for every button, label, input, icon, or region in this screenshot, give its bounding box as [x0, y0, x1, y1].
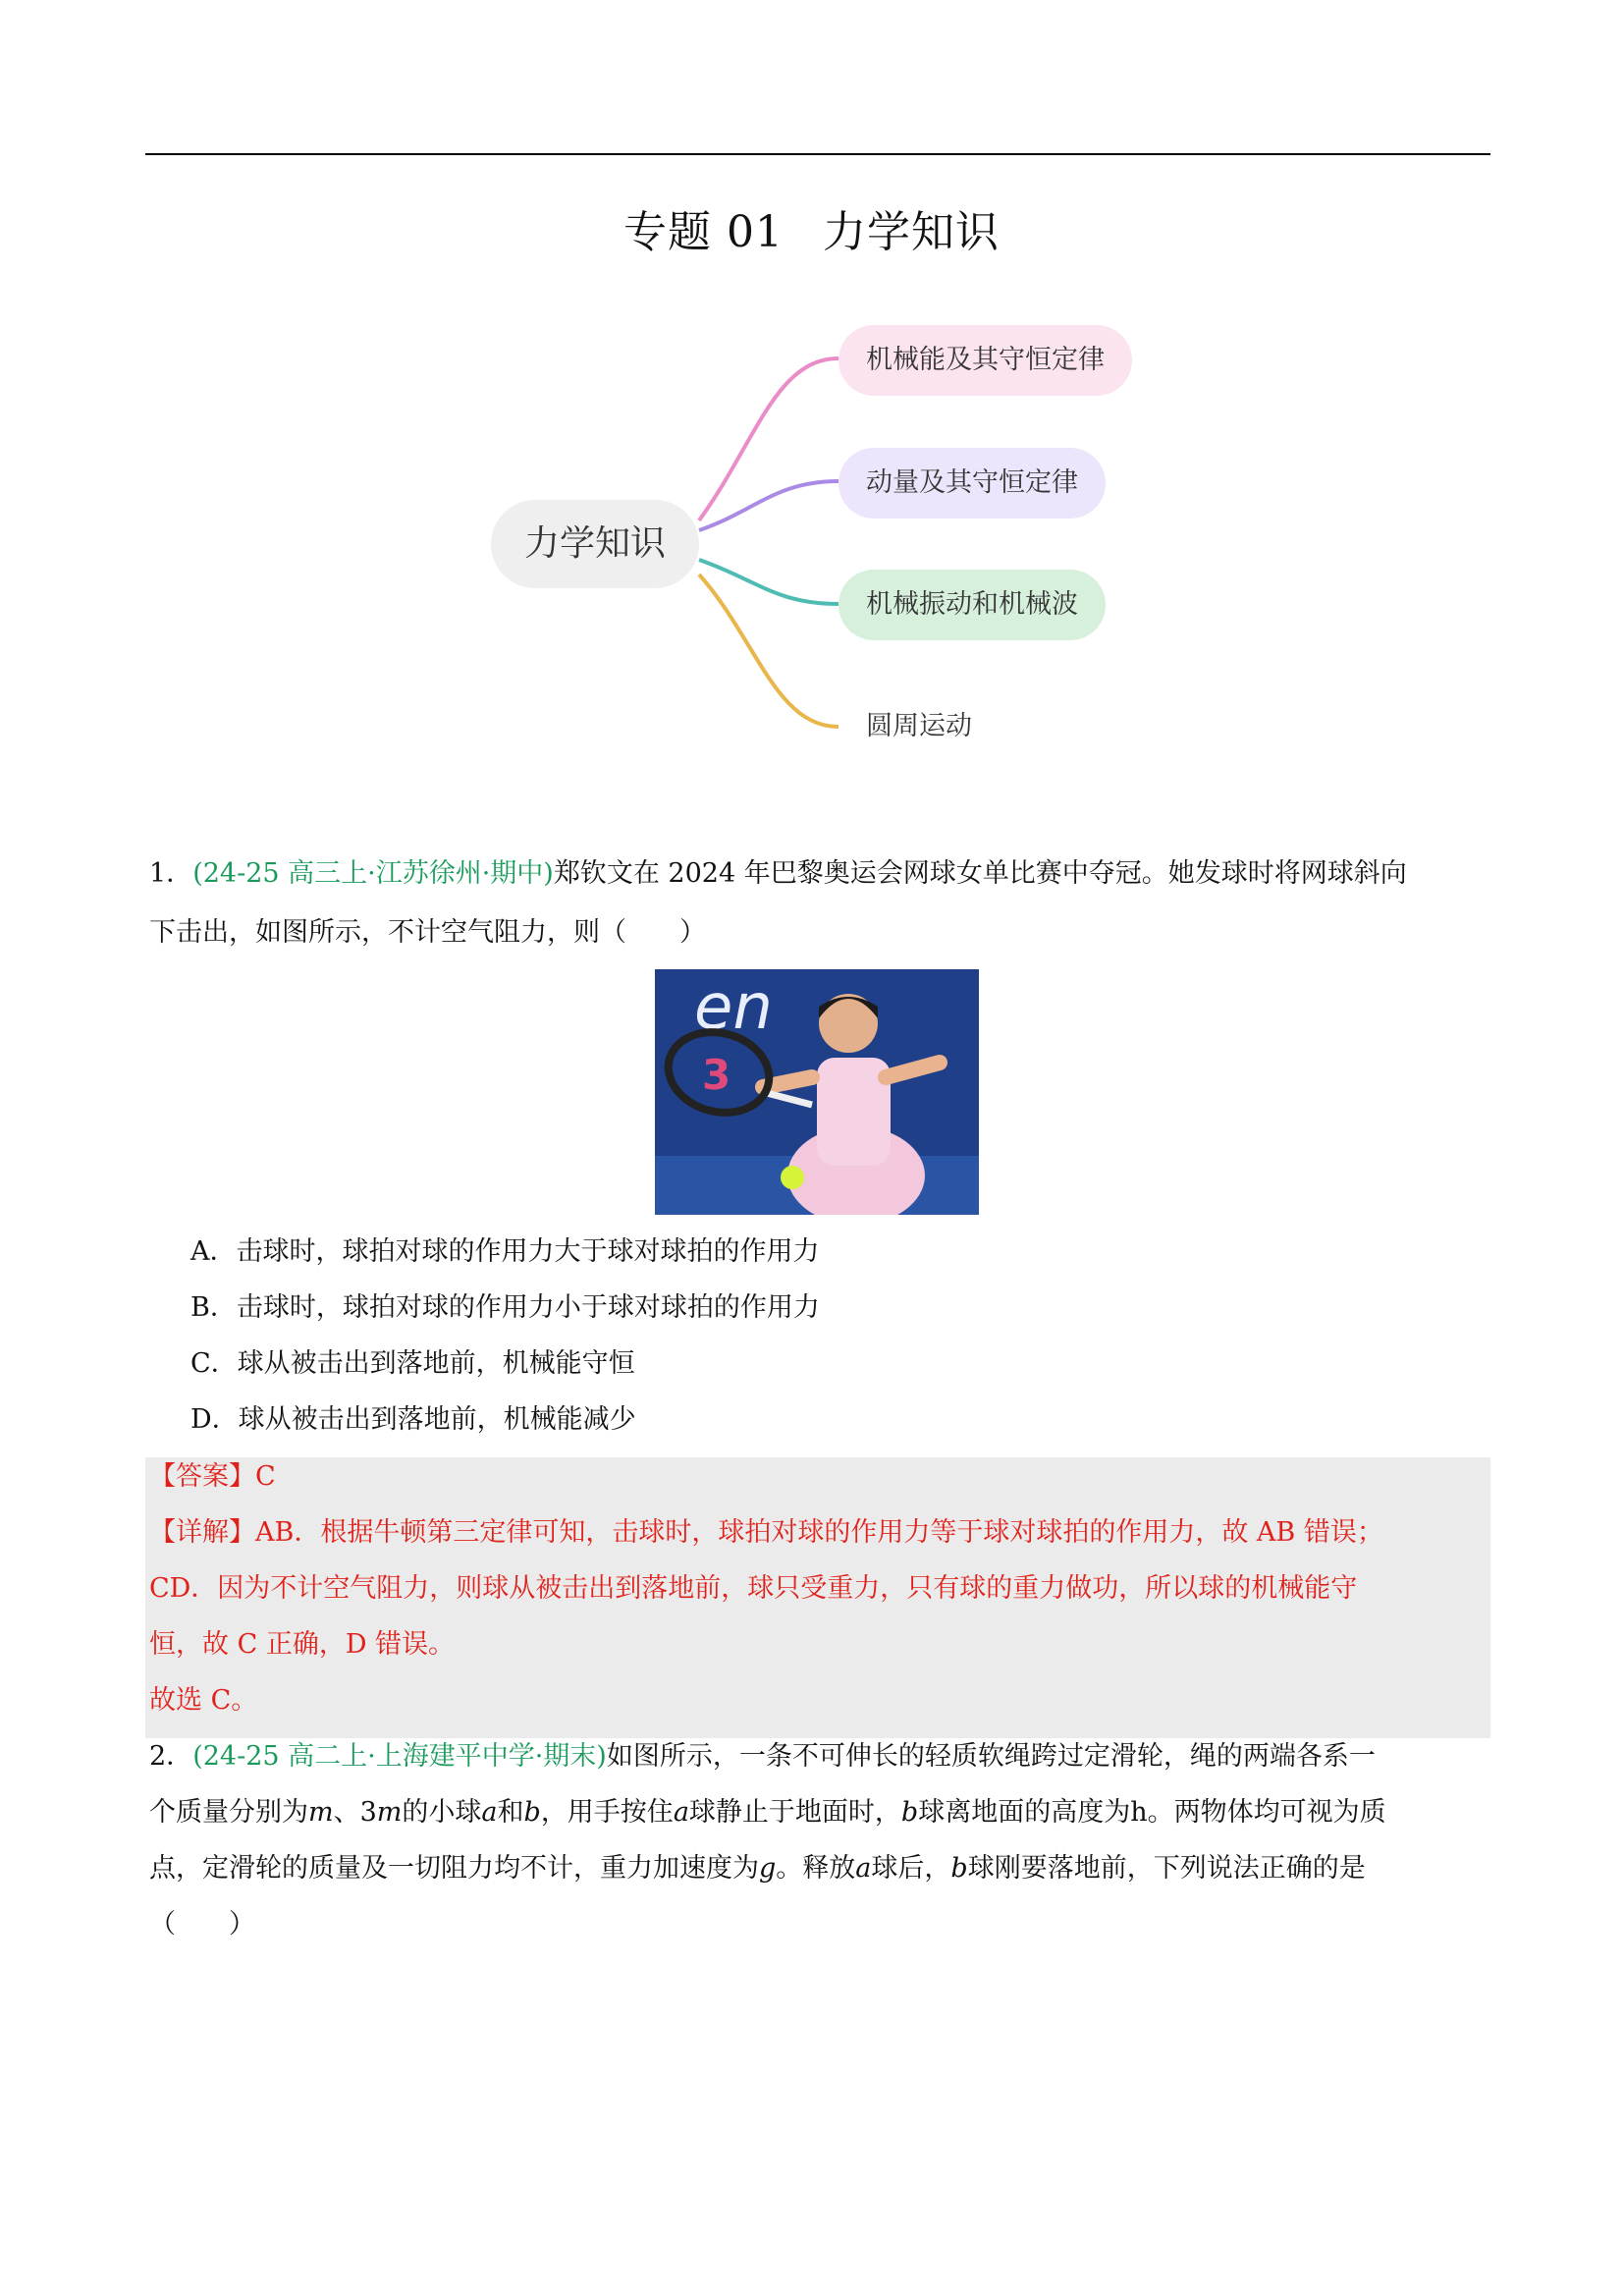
q1-stem-1: 郑钦文在 2024 年巴黎奥运会网球女单比赛中夺冠。她发球时将网球斜向	[553, 858, 1407, 889]
tennis-photo	[655, 969, 979, 1215]
q2-text: 球静止于地面时，	[688, 1797, 901, 1828]
q2-source: (24-25 高二上·上海建平中学·期末)	[192, 1741, 607, 1772]
mindmap	[481, 314, 1168, 766]
q1-option-b: B．击球时，球拍对球的作用力小于球对球拍的作用力	[190, 1292, 820, 1323]
q2-text: 、3	[333, 1797, 377, 1828]
q2-line-4: （ ）	[149, 1909, 255, 1940]
q1-option-a: A．击球时，球拍对球的作用力大于球对球拍的作用力	[190, 1236, 820, 1267]
q1-option-c: C．球从被击出到落地前，机械能守恒	[190, 1348, 635, 1379]
q2-text: 球刚要落地前，下列说法正确的是	[967, 1853, 1366, 1884]
page-title	[0, 196, 1623, 259]
q2-line-2	[149, 1793, 1386, 1832]
q2-text: 。释放	[776, 1853, 856, 1884]
mindmap-branch-1: 机械能及其守恒定律	[839, 325, 1132, 396]
q2-text: 的小球	[402, 1797, 482, 1828]
q1-option-d: D．球从被击出到落地前，机械能减少	[190, 1404, 636, 1435]
q2-text: 球离地面的高度为h。两物体均可视为质	[918, 1797, 1386, 1828]
q2-var-b: b	[523, 1797, 541, 1828]
svg-text:en: en	[694, 971, 773, 1044]
q1-detail-2: CD．因为不计空气阻力，则球从被击出到落地前，球只受重力，只有球的重力做功，所以球的机械能守	[149, 1573, 1358, 1604]
q2-text: 和	[497, 1797, 524, 1828]
q2-text: 点，定滑轮的质量及一切阻力均不计，重力加速度为	[149, 1853, 759, 1884]
q2-text: 球后，	[871, 1853, 951, 1884]
q1-line-1	[149, 854, 1407, 894]
mindmap-root: 力学知识	[491, 500, 699, 588]
q1-detail-3: 恒，故 C 正确，D 错误。	[149, 1629, 456, 1660]
title-sub: 力学知识	[822, 207, 1000, 257]
mindmap-branch-3: 机械振动和机械波	[839, 570, 1106, 640]
q2-text: 个质量分别为	[149, 1797, 308, 1828]
q2-line-1	[149, 1737, 1376, 1777]
header-rule	[145, 153, 1490, 155]
q2-var-b: b	[900, 1797, 919, 1828]
q1-detail-4: 故选 C。	[149, 1685, 258, 1716]
svg-text:3: 3	[702, 1051, 731, 1099]
q2-stem-1: 如图所示，一条不可伸长的轻质软绳跨过定滑轮，绳的两端各系一	[606, 1741, 1376, 1772]
connector-4	[699, 574, 839, 727]
q2-text: ，用手按住	[540, 1797, 674, 1828]
q2-var-a: a	[481, 1797, 498, 1828]
q1-detail-1: 【详解】AB．根据牛顿第三定律可知，击球时，球拍对球的作用力等于球对球拍的作用力，故 AB 错误；	[149, 1517, 1383, 1548]
connector-3	[699, 560, 839, 604]
title-main: 专题 01	[623, 207, 784, 257]
q1-number: 1．	[149, 858, 193, 889]
q1-source: (24-25 高三上·江苏徐州·期中)	[192, 858, 554, 889]
q2-var-a: a	[673, 1797, 689, 1828]
q2-var-a: a	[855, 1853, 872, 1884]
q2-var-m: m	[308, 1797, 334, 1828]
q1-answer: 【答案】C	[149, 1461, 276, 1492]
mindmap-branch-4: 圆周运动	[866, 711, 972, 741]
mindmap-branch-2: 动量及其守恒定律	[839, 448, 1106, 519]
q2-number: 2．	[149, 1741, 193, 1772]
q2-var-g: g	[759, 1853, 777, 1884]
q1-line-2: 下击出，如图所示，不计空气阻力，则（ ）	[149, 917, 706, 948]
q2-var-m: m	[376, 1797, 403, 1828]
q2-line-3	[149, 1849, 1366, 1888]
q2-var-b: b	[950, 1853, 968, 1884]
